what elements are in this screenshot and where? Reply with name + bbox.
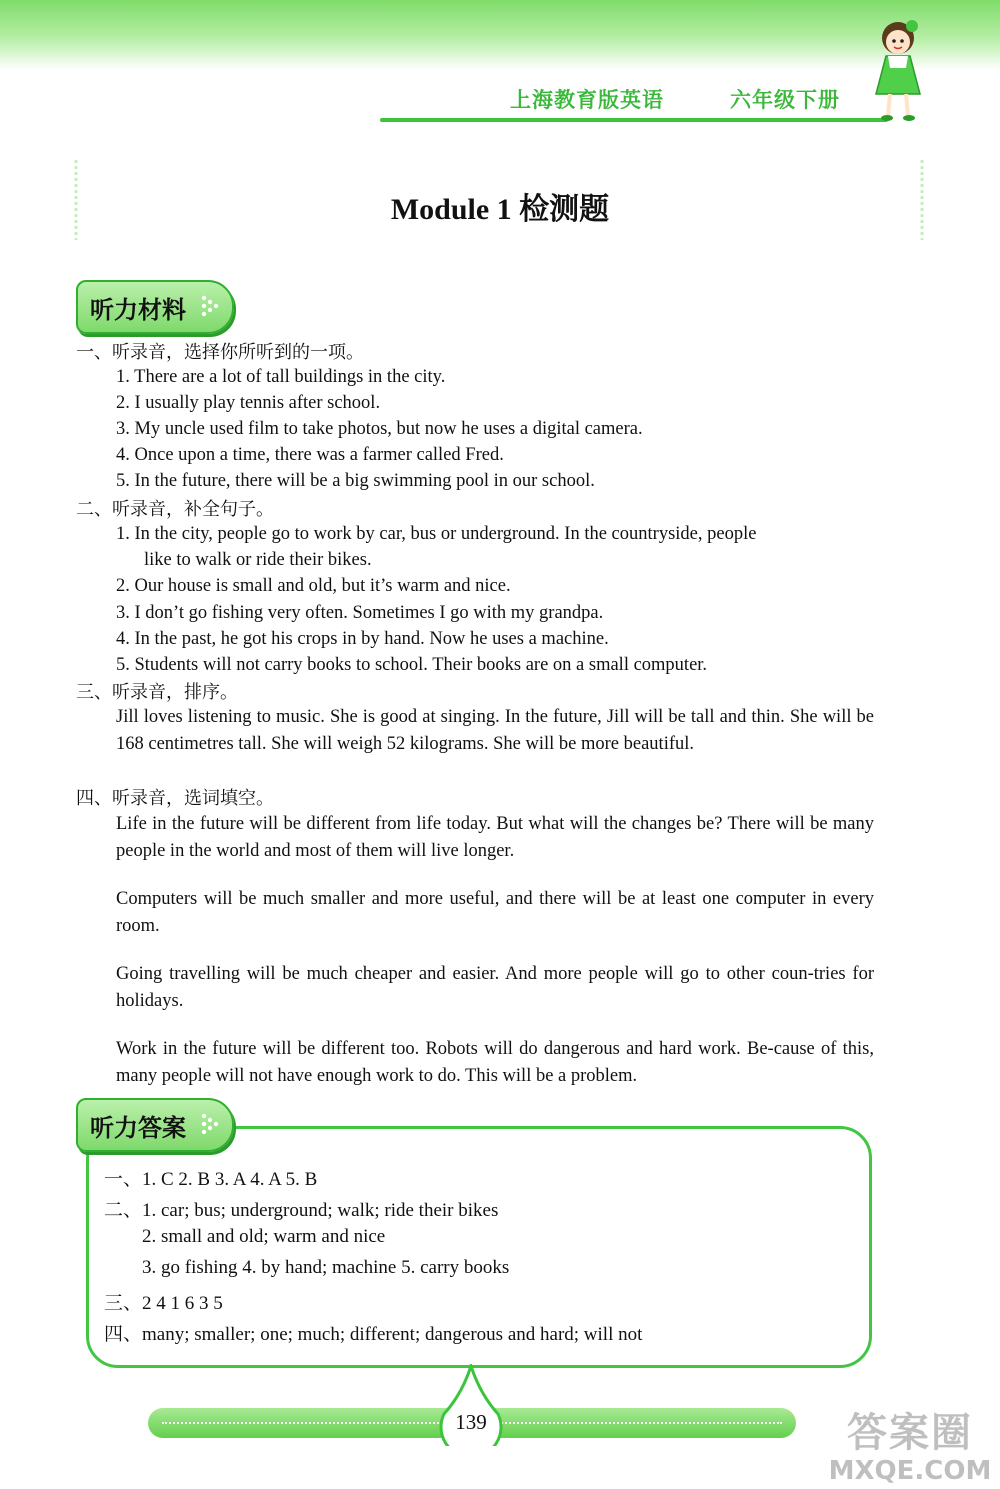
list-item-continued: like to walk or ride their bikes.: [144, 550, 372, 570]
section-heading: 二、听录音，补全句子。: [76, 499, 274, 520]
header-rule: [380, 118, 888, 122]
paragraph: Going travelling will be much cheaper and easier. And more people will go to other coun-tries for holidays.: [116, 964, 874, 1011]
section-heading: 四、听录音，选词填空。: [76, 788, 274, 809]
list-item: 1. In the city, people go to work by car, bus or underground. In the countryside, people: [116, 524, 757, 544]
list-item: 5. Students will not carry books to school. Their books are on a small computer.: [116, 655, 708, 675]
arrow-dots-icon: [200, 1111, 226, 1137]
list-item: 4. In the past, he got his crops in by hand. Now he uses a machine.: [116, 629, 609, 649]
list-item: 4. Once upon a time, there was a farmer called Fred.: [116, 445, 504, 465]
section-heading: 三、听录音，排序。: [76, 682, 238, 703]
paragraph: Work in the future will be different too. Robots will do dangerous and hard work. Be-cause of this, many people will not have enough work to do. This will be a problem.: [116, 1039, 874, 1086]
paragraph: Life in the future will be different from life today. But what will the changes be? There will be many people in the world and most of them will live longer.: [116, 814, 874, 861]
paragraph: Jill loves listening to music. She is good at singing. In the future, Jill will be tall and thin. She will be 168 centimetres tall. She will weigh 52 kilograms. She will be more beautiful.: [116, 707, 874, 754]
answer-line: 二、1. car; bus; underground; walk; ride their bikes: [104, 1200, 499, 1221]
page-number: 139: [455, 1410, 487, 1434]
answer-line: 3. go fishing 4. by hand; machine 5. carry books: [142, 1257, 510, 1278]
paragraph: Computers will be much smaller and more useful, and there will be at least one computer in every room.: [116, 889, 874, 936]
section-heading: 一、听录音，选择你所听到的一项。: [76, 342, 364, 363]
top-gradient-band: [0, 0, 1000, 70]
watermark-url: MXQE.COM: [828, 1456, 992, 1486]
header-subtitle: 六年级下册: [730, 88, 840, 112]
listening-answers-tag: [76, 1098, 234, 1152]
listening-answers-label: 听力答案: [90, 1113, 186, 1142]
arrow-dots-icon: [200, 293, 226, 319]
watermark: [820, 1410, 1000, 1489]
list-item: 1. There are a lot of tall buildings in the city.: [116, 367, 446, 387]
girl-mascot-icon: [868, 16, 940, 126]
list-item: 3. I don’t go fishing very often. Sometimes I go with my grandpa.: [116, 603, 604, 623]
answer-line: 三、2 4 1 6 3 5: [104, 1293, 223, 1314]
list-item: 2. Our house is small and old, but it’s warm and nice.: [116, 576, 511, 596]
answer-line: 2. small and old; warm and nice: [142, 1226, 386, 1247]
page-title: Module 1 检测题: [390, 193, 610, 226]
answer-line: 四、many; smaller; one; much; different; dangerous and hard; will not: [104, 1324, 643, 1345]
list-item: 3. My uncle used film to take photos, but now he uses a digital camera.: [116, 419, 643, 439]
answer-line: 一、1. C 2. B 3. A 4. A 5. B: [104, 1169, 318, 1190]
listening-material-tag: [76, 280, 234, 334]
list-item: 5. In the future, there will be a big swimming pool in our school.: [116, 471, 595, 491]
listening-material-label: 听力材料: [90, 295, 186, 324]
watermark-logo: 答案圈: [847, 1410, 973, 1456]
list-item: 2. I usually play tennis after school.: [116, 393, 381, 413]
header-title: 上海教育版英语: [510, 88, 664, 112]
